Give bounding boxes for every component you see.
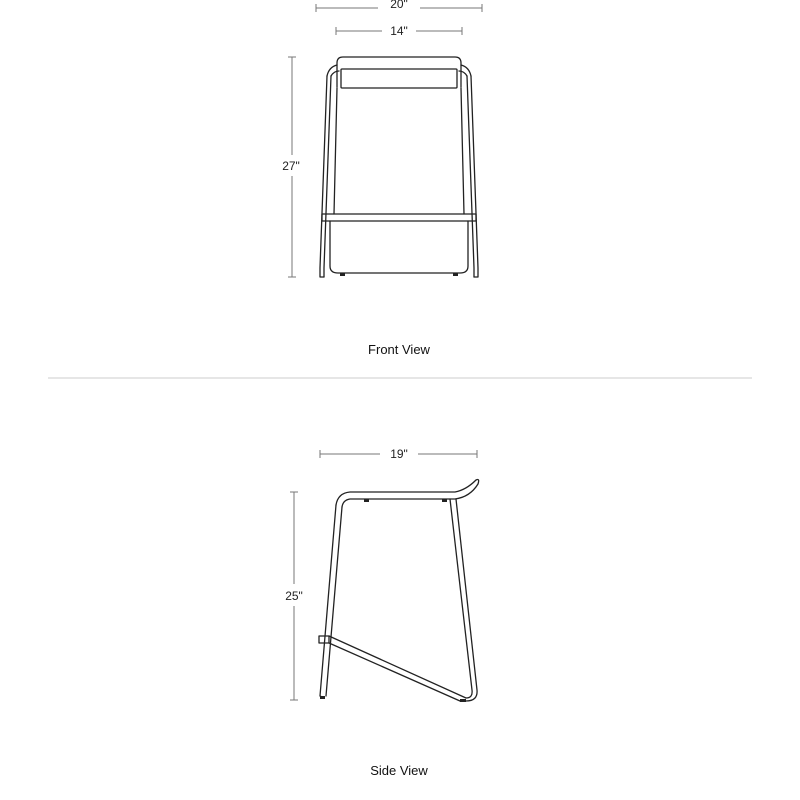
front-seat-width-dimension — [336, 24, 462, 38]
side-view — [285, 447, 478, 778]
side-depth-label: 19" — [390, 447, 408, 461]
front-seat-width-label: 14" — [390, 24, 408, 38]
front-overall-width-dimension — [316, 0, 482, 12]
front-view — [282, 0, 482, 357]
side-depth-dimension — [320, 447, 477, 461]
front-overall-width-label: 20" — [390, 0, 408, 11]
side-height-dimension — [285, 492, 303, 700]
side-height-label: 25" — [285, 589, 303, 603]
front-view-caption: Front View — [368, 342, 430, 357]
side-stool-drawing — [319, 480, 479, 703]
front-stool-drawing — [320, 57, 478, 277]
front-height-dimension — [282, 57, 300, 277]
side-view-caption: Side View — [370, 763, 428, 778]
front-height-label: 27" — [282, 159, 300, 173]
